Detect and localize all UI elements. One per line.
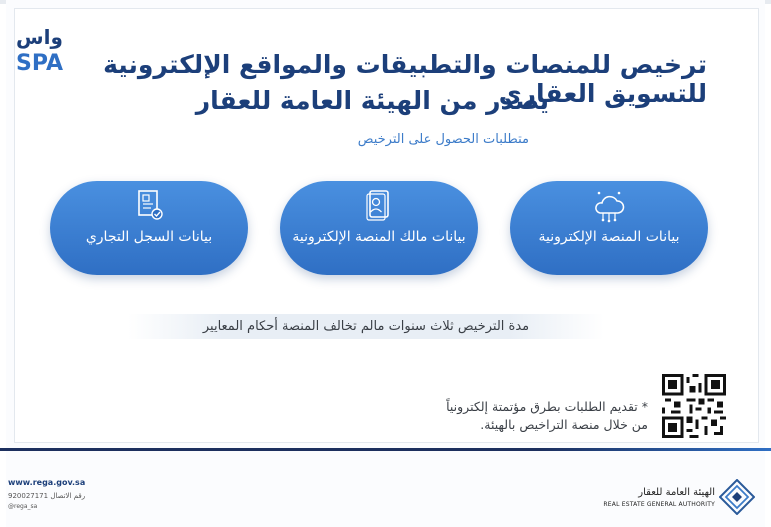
spa-logo-text: SPA [16,51,63,74]
rega-logo-icon [719,479,755,515]
submission-note-line1: * تقديم الطلبات بطرق مؤتمتة إلكترونياً [446,399,648,414]
contact-number: رقم الاتصال 920027171 [8,492,86,500]
authority-name-ar: الهيئة العامة للعقار [638,487,715,498]
requirement-label: بيانات السجل التجاري [85,229,213,245]
page-title: ترخيص للمنصات والتطبيقات والمواقع الإلكترونية للتسويق العقاري [103,50,707,108]
requirement-card-owner [280,181,478,275]
requirement-card-registry [50,181,248,275]
svg-text:واس: واس [16,25,63,49]
network-cloud-icon [591,187,627,223]
id-card-icon [361,187,397,223]
registry-document-icon [131,187,167,223]
requirement-label: بيانات مالك المنصة الإلكترونية [292,229,466,245]
footer-divider [0,448,771,451]
requirement-label: بيانات المنصة الإلكترونية [538,229,680,245]
requirements-heading: متطلبات الحصول على الترخيص [357,132,529,147]
submission-note [420,398,648,434]
requirement-card-platform [510,181,708,275]
license-duration-note: مدة الترخيص ثلاث سنوات مالم تخالف المنصة أحكام المعايير [128,314,604,339]
website-link[interactable]: www.rega.gov.sa [8,478,86,487]
qr-code-icon[interactable] [662,374,726,438]
social-handle[interactable]: @rega_sa [8,503,38,510]
authority-name-en: REAL ESTATE GENERAL AUTHORITY [603,501,715,508]
page-title-line2: يصدر من الهيئة العامة للعقار [195,86,549,115]
submission-note-line2: من خلال منصة التراخيص بالهيئة. [480,417,648,432]
